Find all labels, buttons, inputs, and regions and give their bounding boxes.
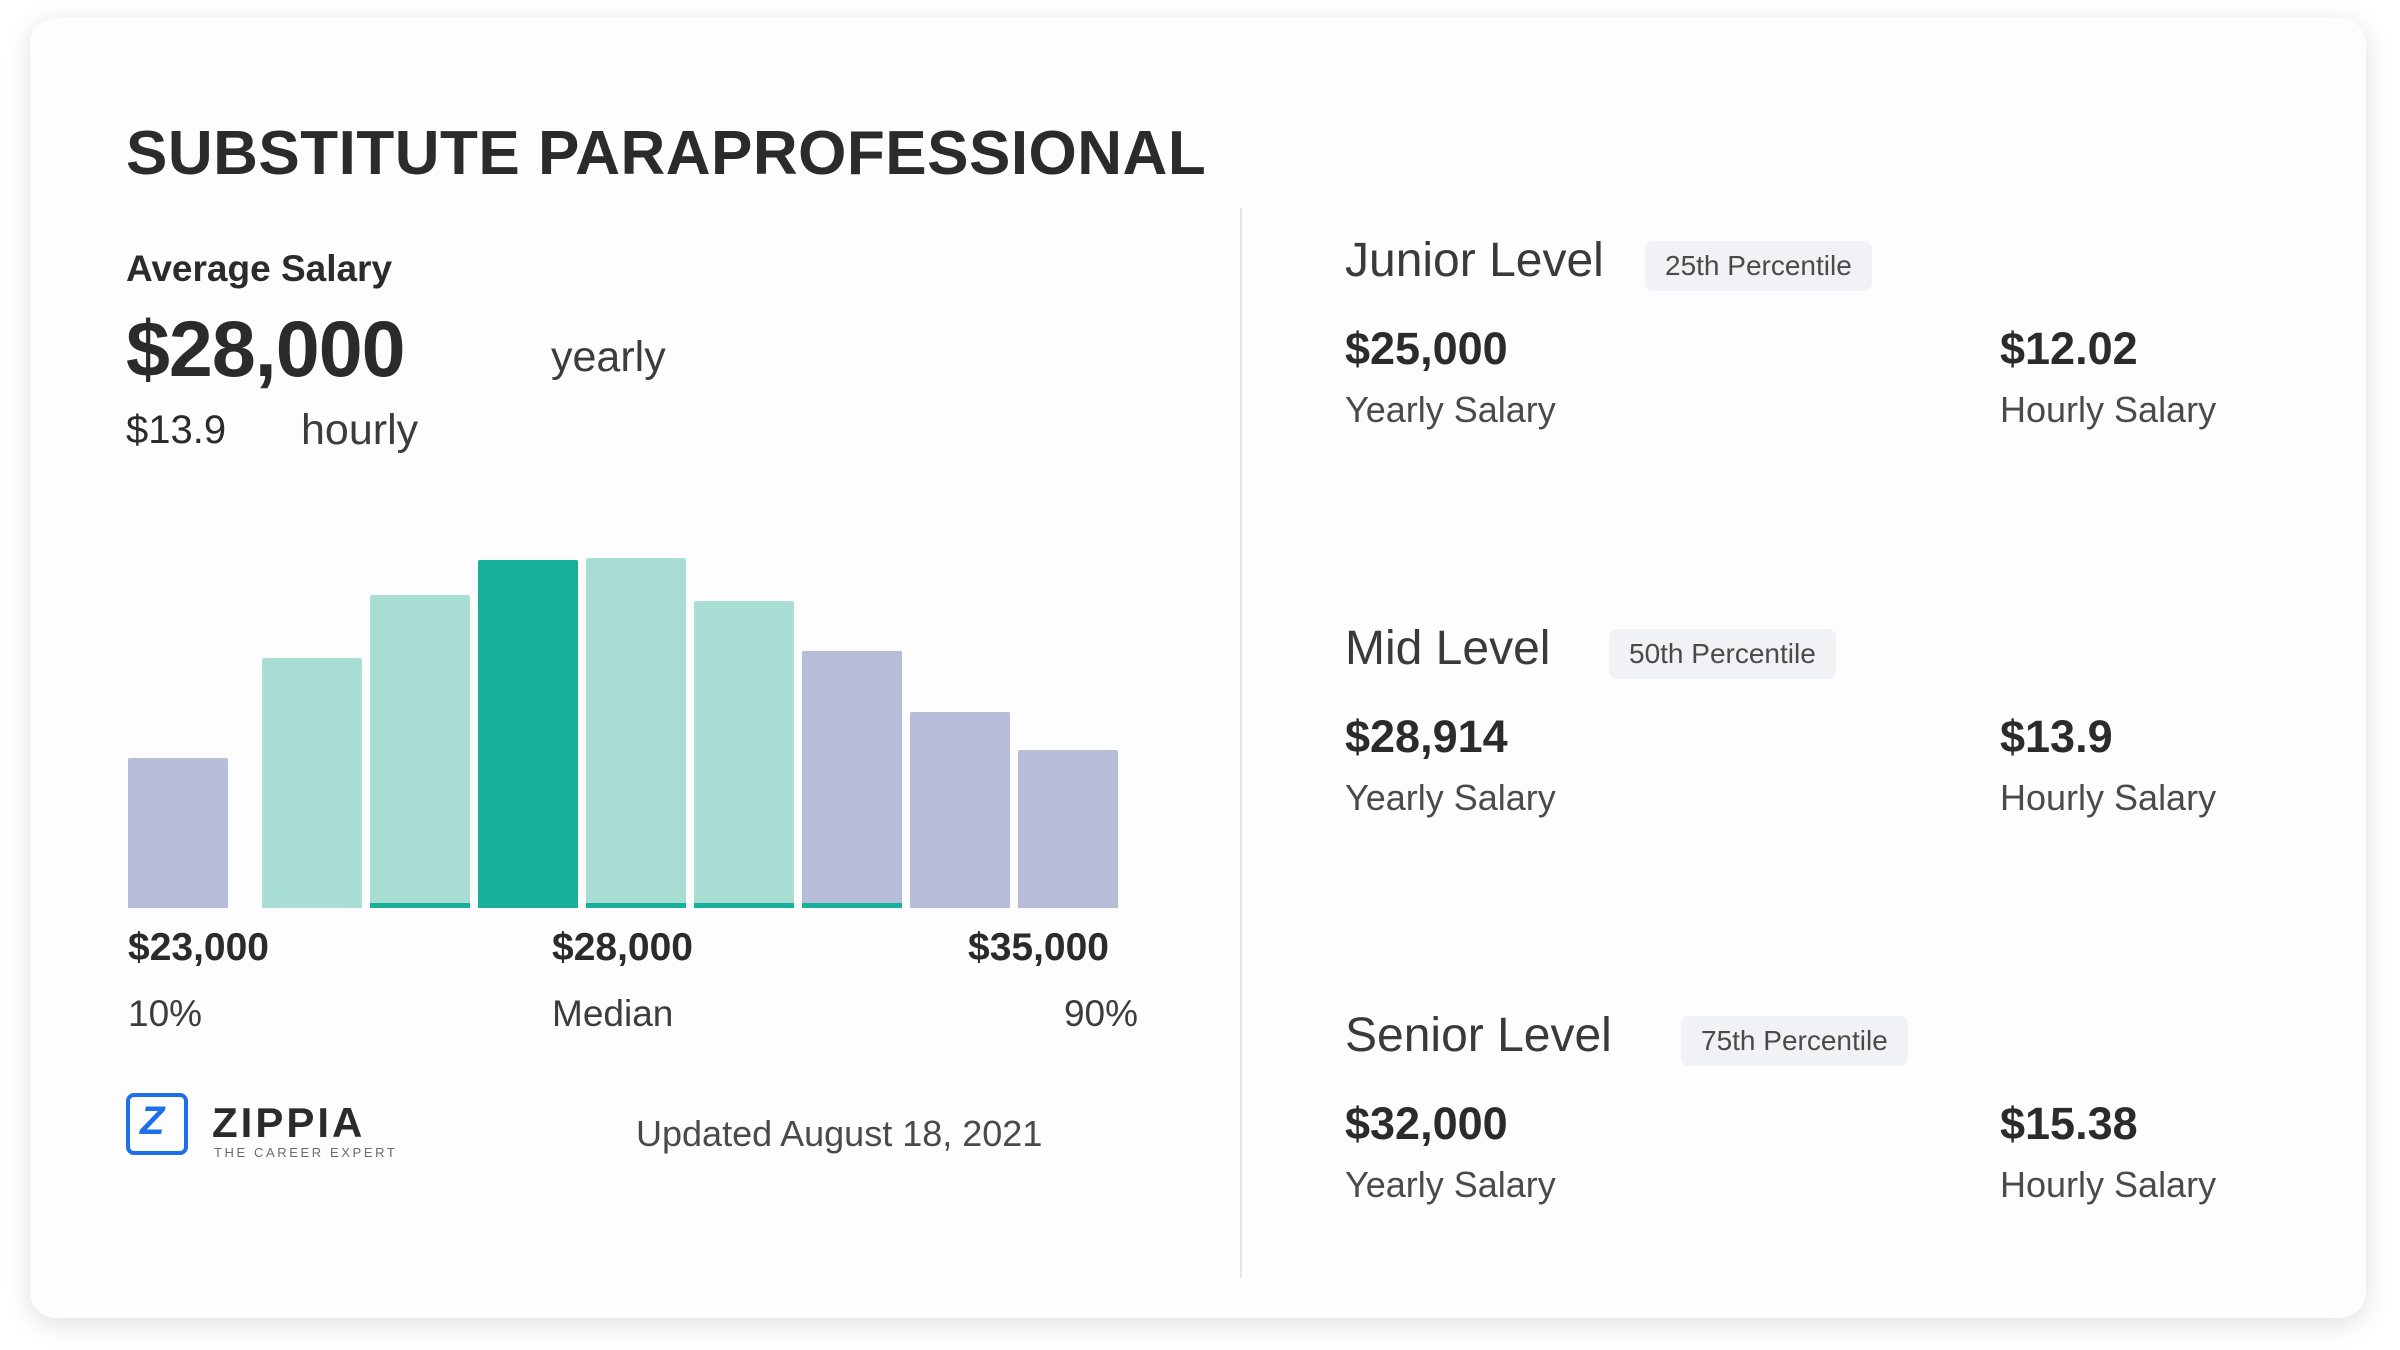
percentile-badge: 25th Percentile bbox=[1645, 241, 1872, 291]
level-yearly-value: $25,000 bbox=[1345, 323, 1508, 374]
level-header bbox=[1345, 233, 2335, 295]
level-hourly-label: Hourly Salary bbox=[2000, 1164, 2217, 1205]
level-yearly-label: Yearly Salary bbox=[1345, 1164, 1556, 1205]
level-block-senior bbox=[1345, 1008, 2335, 1205]
level-block-junior bbox=[1345, 233, 2335, 430]
average-hourly-amount: $13.9 bbox=[126, 408, 227, 452]
level-yearly-value: $32,000 bbox=[1345, 1098, 1508, 1149]
level-block-mid bbox=[1345, 621, 2335, 818]
axis-mid-label: Median bbox=[552, 993, 674, 1034]
panel-divider bbox=[1240, 208, 1242, 1278]
chart-bar bbox=[802, 651, 902, 908]
chart-bar bbox=[1018, 750, 1118, 908]
average-hourly-period: hourly bbox=[301, 406, 419, 454]
page-title: SUBSTITUTE PARAPROFESSIONAL bbox=[126, 119, 1207, 188]
chart-bar bbox=[128, 758, 228, 908]
axis-low-value: $23,000 bbox=[128, 926, 269, 969]
levels-panel bbox=[1345, 233, 2335, 1263]
average-yearly-period: yearly bbox=[551, 333, 666, 381]
level-hourly-label: Hourly Salary bbox=[2000, 777, 2217, 818]
axis-low-label: 10% bbox=[128, 993, 203, 1034]
logo-wordmark: ZIPPIA bbox=[212, 1099, 366, 1146]
percentile-badge: 75th Percentile bbox=[1681, 1016, 1908, 1066]
level-title: Senior Level bbox=[1345, 1009, 1612, 1062]
salary-distribution-chart bbox=[128, 558, 1158, 1034]
level-header bbox=[1345, 621, 2335, 683]
chart-bar bbox=[694, 601, 794, 908]
level-hourly-value: $12.02 bbox=[2000, 323, 2138, 374]
chart-bar-highlight bbox=[478, 560, 578, 908]
level-hourly-label: Hourly Salary bbox=[2000, 389, 2217, 430]
chart-bar bbox=[586, 558, 686, 908]
level-title: Mid Level bbox=[1345, 622, 1551, 675]
logo-z-letter: Z bbox=[140, 1099, 165, 1143]
chart-bar bbox=[262, 658, 362, 908]
level-hourly-value: $15.38 bbox=[2000, 1098, 2138, 1149]
chart-bar bbox=[370, 595, 470, 908]
average-yearly-amount: $28,000 bbox=[126, 304, 405, 393]
average-salary-panel bbox=[126, 248, 1186, 1268]
average-salary-label: Average Salary bbox=[126, 248, 393, 289]
zippia-logo[interactable] bbox=[126, 1093, 506, 1163]
level-title: Junior Level bbox=[1345, 234, 1604, 287]
level-hourly-value: $13.9 bbox=[2000, 711, 2113, 762]
updated-date: Updated August 18, 2021 bbox=[636, 1113, 1043, 1154]
level-yearly-label: Yearly Salary bbox=[1345, 777, 1556, 818]
level-yearly-label: Yearly Salary bbox=[1345, 389, 1556, 430]
percentile-badge: 50th Percentile bbox=[1609, 629, 1836, 679]
level-yearly-value: $28,914 bbox=[1345, 711, 1508, 762]
level-header bbox=[1345, 1008, 2335, 1070]
axis-high-label: 90% bbox=[1063, 993, 1138, 1034]
chart-bar bbox=[910, 712, 1010, 908]
logo-tagline: THE CAREER EXPERT bbox=[214, 1145, 398, 1160]
salary-card bbox=[30, 18, 2366, 1318]
axis-high-value: $35,000 bbox=[968, 926, 1109, 969]
axis-mid-value: $28,000 bbox=[552, 926, 693, 969]
